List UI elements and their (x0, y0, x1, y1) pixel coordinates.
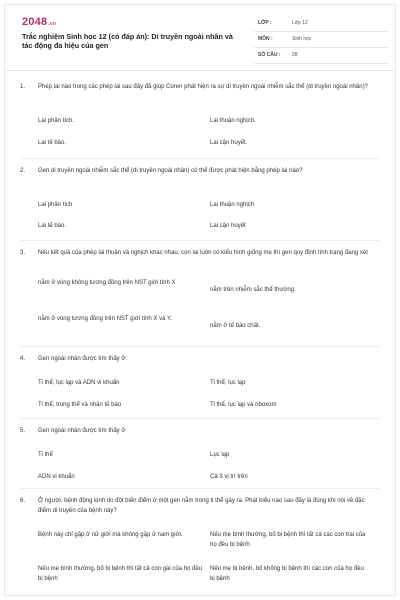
header (8, 10, 392, 68)
answer-option[interactable]: Lai tế bào. (38, 223, 67, 229)
answer-option[interactable]: Ti thể, lục lạp và riboxom (210, 402, 277, 408)
meta-key: MÔN : (258, 36, 273, 42)
page-title: Trắc nghiệm Sinh học 12 (có đáp án): Di truyền ngoài nhân và tác động đa hiệu của gen (22, 32, 233, 50)
question-text: Gen ngoài nhân được tìm thấy ở (38, 428, 126, 434)
answer-option[interactable]: Lai cận huyết. (210, 140, 248, 146)
question-text: Nếu kết quả của phép lai thuận và nghịch khác nhau, con lai luôn có kiểu hình giống mẹ thì gen quy định tính trạng đang xét (38, 250, 368, 256)
meta-row-count (254, 48, 388, 64)
answer-option[interactable]: Lai phân tích (38, 202, 73, 208)
answer-option[interactable]: Bệnh này chỉ gặp ở nữ giới mà không gặp ở nam giới. (38, 532, 183, 538)
answer-option[interactable]: nằm ở vùng tương đồng trên NST giới tính X và Y. (38, 316, 172, 322)
meta-table (254, 16, 388, 64)
logo-text: 2048 (22, 16, 48, 28)
question-number: 2. (20, 168, 26, 174)
question-separator (20, 158, 380, 159)
answer-option[interactable]: Nếu mẹ bị bệnh, bố không bị bệnh thì các con của họ đều bị bệnh (210, 566, 364, 582)
answer-option[interactable]: Lai cận huyết (210, 223, 246, 229)
question-number: 1. (20, 84, 26, 90)
answer-option[interactable]: ADN vi khuẩn (38, 474, 75, 480)
question-text: Ở người, bệnh động kinh do đột biến điểm ở một gen nằm trong ti thể gây ra. Phát biểu nào sau đây là đúng khi nói về đặc điểm di truyền của bệnh này? (38, 498, 365, 514)
answer-option[interactable]: Nếu mẹ bình thường, bố bị bệnh thì tất cả con gái của họ đều bị bệnh (38, 566, 203, 582)
logo-suffix: .vn (48, 21, 57, 27)
answer-option[interactable]: nằm trên nhiễm sắc thể thường. (210, 287, 296, 293)
question-number: 4. (20, 356, 26, 362)
answer-option[interactable]: Lai thuận nghịch (210, 202, 255, 208)
answer-option[interactable]: Lai phân tích. (38, 118, 75, 124)
question-number: 3. (20, 250, 26, 256)
question-separator (20, 488, 380, 489)
answer-option[interactable]: Cả 3 vị trí trên (210, 474, 248, 480)
answer-option[interactable]: nằm ở tế bào chất. (210, 323, 261, 329)
answer-option[interactable]: Lục lạp (210, 452, 230, 458)
meta-value: 28 (292, 52, 298, 58)
meta-row-class (254, 16, 388, 32)
answer-option[interactable]: Ti thể, lục lạp và ADN vi khuẩn (38, 380, 120, 386)
answer-option[interactable]: nằm ở vùng không tương đồng trên NST giới tính X (38, 280, 176, 286)
answer-option[interactable]: Ti thể, lục lạp (210, 380, 246, 386)
header-divider (4, 70, 396, 71)
answer-option[interactable]: Nếu mẹ bình thường, bố bị bệnh thì tất cả các con trai của họ đều bị bệnh (210, 532, 366, 548)
question-number: 6. (20, 498, 26, 504)
meta-row-subject (254, 32, 388, 48)
answer-option[interactable]: Ti thể, trung thể và nhân tế bào (38, 402, 122, 408)
meta-key: SỐ CÂU : (258, 52, 281, 58)
question-text: Gen ngoài nhân được tìm thấy ở: (38, 356, 127, 362)
meta-value: Sinh học (292, 36, 312, 42)
question-number: 5. (20, 428, 26, 434)
meta-value: Lớp 12 (292, 20, 308, 26)
question-separator (20, 346, 380, 347)
answer-option[interactable]: Lai tế bào. (38, 140, 67, 146)
answer-option[interactable]: Lai thuận nghịch. (210, 118, 256, 124)
question-separator (20, 418, 380, 419)
question-text: Phép lai nào trong các phép lai sau đây đã giúp Coren phát hiện ra sự di truyền ngoài nhiễm sắc thể (di truyền ngoài nhân)? (38, 84, 368, 90)
question-separator (20, 240, 380, 241)
site-logo[interactable] (22, 16, 56, 28)
answer-option[interactable]: Ti thể (38, 452, 53, 458)
meta-key: LỚP : (258, 20, 272, 26)
question-text: Gen di truyền ngoài nhiễm sắc thể (di truyền ngoài nhân) có thể được phát hiện bằng phép lai nào? (38, 168, 303, 174)
